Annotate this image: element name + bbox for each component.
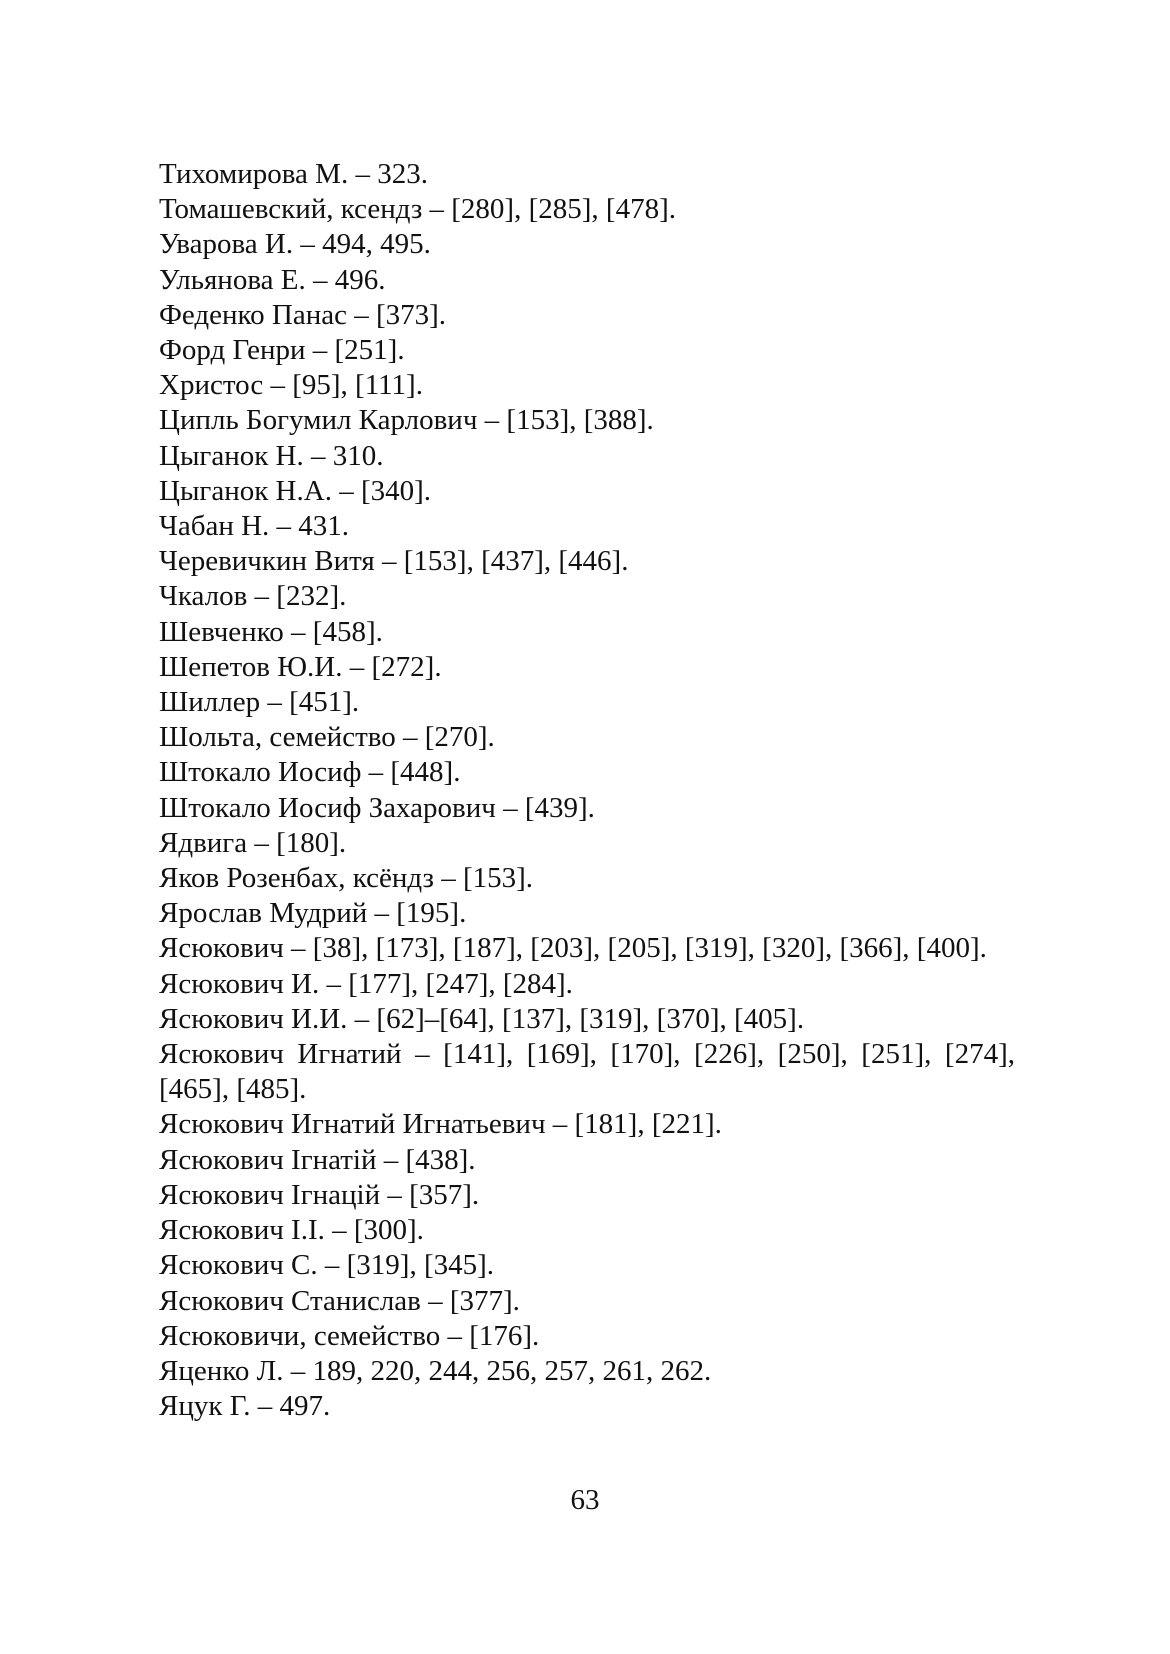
index-entry: Ясюковичи, семейство – [176]. (159, 1319, 540, 1352)
index-entry: Ярослав Мудрий – [195]. (159, 897, 467, 930)
page-number: 63 (570, 1484, 600, 1516)
index-entry: Штокало Иосиф – [448]. (159, 756, 461, 789)
index-entry: Форд Генри – [251]. (159, 334, 405, 367)
index-entry: Шевченко – [458]. (159, 615, 383, 648)
index-entry: Ясюкович І.І. – [300]. (159, 1214, 424, 1247)
index-entry: Яценко Л. – 189, 220, 244, 256, 257, 261, 262. (159, 1354, 712, 1387)
index-entry: Яков Розенбах, ксёндз – [153]. (159, 862, 534, 895)
index-entry: Ульянова Е. – 496. (159, 263, 386, 296)
index-entry: Ясюкович Игнатий Игнатьевич – [181], [221]. (159, 1108, 722, 1141)
index-entry: Уварова И. – 494, 495. (159, 228, 431, 261)
index-entry: Томашевский, ксендз – [280], [285], [478]. (159, 193, 676, 226)
index-entry: Христос – [95], [111]. (159, 369, 423, 402)
index-entry: Ясюкович Ігнацій – [357]. (159, 1178, 480, 1211)
index-entry: Ципль Богумил Карлович – [153], [388]. (159, 404, 654, 437)
index-entry: Ясюкович Станислав – [377]. (159, 1284, 520, 1317)
index-entry: Цыганок Н. – 310. (159, 439, 384, 472)
name-index-list (159, 157, 1015, 1424)
index-entry: Цыганок Н.А. – [340]. (159, 474, 432, 507)
index-entry: Чабан Н. – 431. (159, 510, 350, 543)
index-entry: Штокало Иосиф Захарович – [439]. (159, 791, 595, 824)
index-entry: Ясюкович – [38], [173], [187], [203], [205], [319], [320], [366], [400]. (159, 932, 987, 965)
index-entry: Шиллер – [451]. (159, 686, 360, 719)
index-entry: Тихомирова М. – 323. (159, 158, 428, 190)
index-entry: Ясюкович С. – [319], [345]. (159, 1249, 495, 1282)
index-entry: Ясюкович И. – [177], [247], [284]. (159, 967, 573, 1000)
index-entry: Ясюкович И.И. – [62]–[64], [137], [319], [370], [405]. (159, 1002, 805, 1035)
index-entry: Шольта, семейство – [270]. (159, 721, 495, 754)
index-entry: Феденко Панас – [373]. (159, 298, 447, 331)
index-entry: Яцук Г. – 497. (159, 1390, 331, 1423)
index-entry: Чкалов – [232]. (159, 580, 347, 613)
index-entry: Ясюкович Ігнатій – [438]. (159, 1143, 476, 1176)
index-entry: Черевичкин Витя – [153], [437], [446]. (159, 545, 629, 578)
index-entry: Ядвига – [180]. (159, 826, 347, 859)
index-entry: Шепетов Ю.И. – [272]. (159, 650, 442, 683)
index-entry: Ясюкович Игнатий – [141], [169], [170], [226], [250], [251], [274], [465], [485]. (159, 1038, 1015, 1106)
